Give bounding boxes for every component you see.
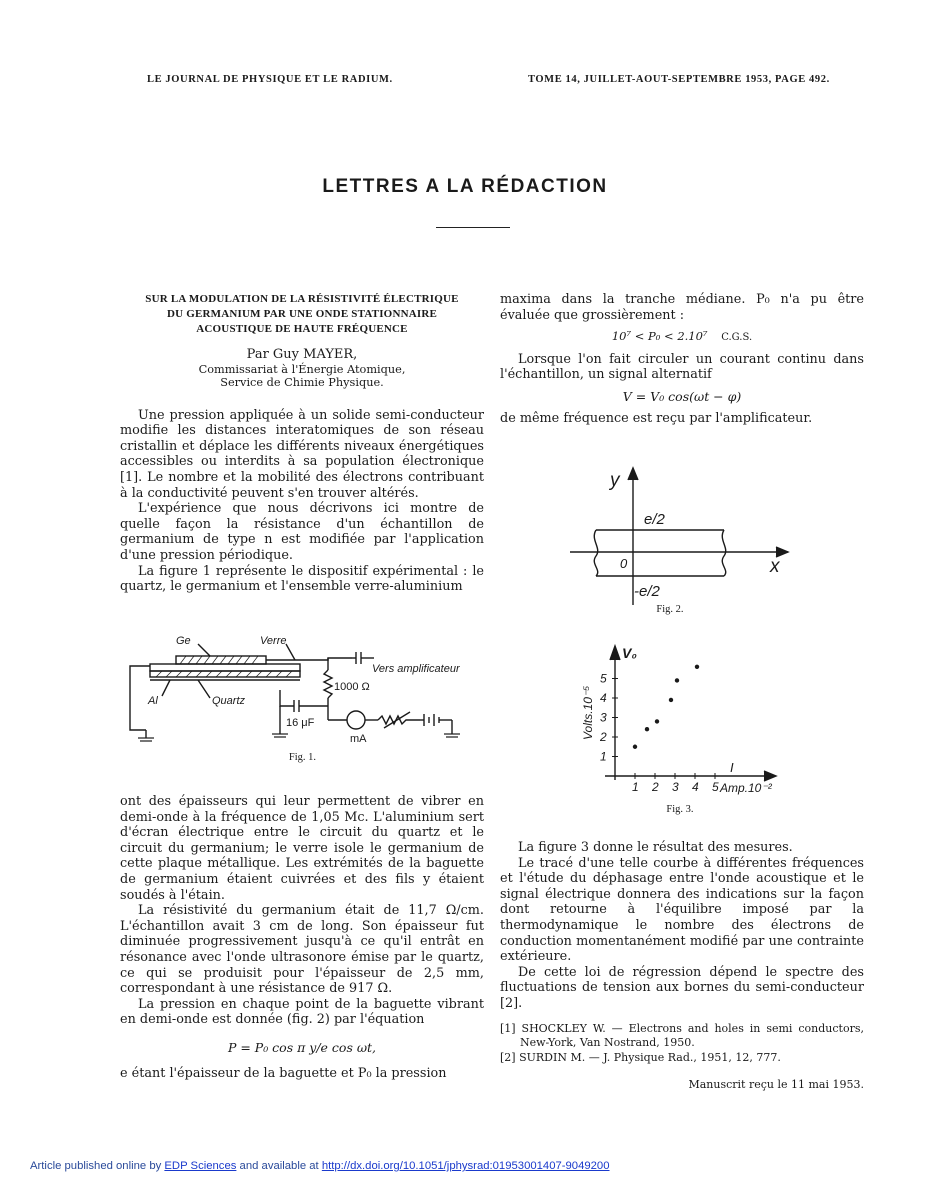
footer-middle: and available at	[239, 1160, 319, 1172]
fig1-label-ge: Ge	[176, 635, 191, 647]
article-title	[120, 292, 484, 337]
paragraph: de même fréquence est reçu par l'amplificateur.	[500, 410, 813, 426]
figure-1-caption: Fig. 1.	[288, 752, 317, 763]
paragraph: e étant l'épaisseur de la baguette et P₀ la pression	[120, 1065, 447, 1081]
fig3-x-tick-label: 3	[672, 780, 679, 794]
section-title: LETTRES A LA RÉDACTION	[322, 176, 608, 197]
paragraph: ont des épaisseurs qui leur permettent de vibrer en demi-onde à la fréquence de 1,05 Mc. L'aluminium sert d'écran électrique entre le circuit du quartz et le circuit du germanium; le verre isole le germanium de cette plaque métallique. Les extrémités de la baguette de germanium étaient cuivrées et des fils y étaient soudés à l'étain.	[120, 794, 484, 903]
fig1-label-capacitor: 16 μF	[286, 717, 315, 729]
fig3-x-tick-label: 2	[652, 780, 659, 794]
fig2-label-origin: 0	[620, 556, 628, 571]
fig3-x-tick-label: 5	[712, 780, 719, 794]
running-head-journal: LE JOURNAL DE PHYSIQUE ET LE RADIUM.	[147, 74, 393, 85]
right-column-top	[500, 292, 864, 426]
formula-range-unit: C.G.S.	[721, 332, 753, 344]
fig3-y-tick-label: 4	[600, 691, 607, 705]
fig2-label-y: y	[610, 470, 620, 491]
fig1-label-resistor: 1000 Ω	[334, 681, 370, 693]
references	[500, 1022, 864, 1065]
fig3-data-point	[675, 678, 679, 682]
fig1-label-vers-amplificateur: Vers amplificateur	[372, 663, 460, 675]
formula-range-expression: 10⁷ < P₀ < 2.10⁷	[611, 329, 708, 344]
article-title-line: SUR LA MODULATION DE LA RÉSISTIVITÉ ÉLECTRIQUE	[145, 293, 459, 305]
paragraph: La figure 3 donne le résultat des mesures.	[518, 840, 793, 855]
fig1-label-al: Al	[148, 695, 158, 707]
formula-signal: V = V₀ cos(ωt − φ)	[622, 388, 742, 404]
fig2-label-x: x	[770, 556, 780, 577]
fig2-label-top: e/2	[644, 511, 665, 528]
paragraph: L'expérience que nous décrivons ici montre de quelle façon la résistance d'un échantillon de germanium de type n est modifiée par l'application d'une pression périodique.	[120, 501, 484, 563]
paragraph: De cette loi de régression dépend le spectre des fluctuations de tension aux bornes du semi-conducteur [2].	[500, 964, 864, 1011]
reference-item: [2] SURDIN M. — J. Physique Rad., 1951, 12, 777.	[500, 1050, 781, 1064]
fig3-x-tick-label: 1	[632, 780, 639, 794]
fig3-x-label: Amp.10⁻²	[720, 781, 772, 795]
fig3-y-arrow	[610, 646, 620, 660]
fig3-y-tick-label: 3	[600, 710, 607, 725]
left-column-bottom	[120, 794, 484, 1081]
fig3-y-tick-label: 5	[600, 671, 607, 686]
paragraph: Le tracé d'une telle courbe à différentes fréquences et l'étude du déphasage entre l'onde acoustique et le signal électrique donnera des indications sur la façon dont retourne à l'équilibre imposé par la thermodynamique le nombre des électrons de conduction momentanément modifié par une contrainte extérieure.	[500, 855, 864, 965]
footer	[30, 1160, 930, 1172]
doi-link[interactable]: http://dx.doi.org/10.1051/jphysrad:01953001407-9049200	[321, 1160, 610, 1172]
manuscript-received: Manuscrit reçu le 11 mai 1953.	[688, 1077, 864, 1091]
byline: Par Guy MAYER,	[246, 347, 358, 362]
fig3-data-point	[633, 745, 637, 749]
fig3-data-point	[645, 727, 649, 731]
fig3-data-point	[655, 719, 659, 723]
figure-2-diagram	[560, 460, 800, 610]
publisher-link[interactable]: EDP Sciences	[164, 1160, 237, 1172]
fig3-y-tick-label: 2	[600, 730, 607, 744]
fig3-data-point	[669, 698, 673, 702]
running-head-issue: TOME 14, JUILLET-AOUT-SEPTEMBRE 1953, PAGE 492.	[528, 74, 830, 85]
fig3-y-label: Volts.10⁻⁵	[581, 685, 595, 740]
paragraph: Une pression appliquée à un solide semi-conducteur modifie les distances interatomiques de son réseau cristallin et déplace les différents niveaux énergétiques accessibles ou interdits à sa population électronique [1]. Le nombre et la mobilité des électrons contribuant à la conductivité peuvent s'en trouver altérés.	[120, 407, 484, 501]
paragraph: maxima dans la tranche médiane. P₀ n'a pu être évaluée que grossièrement :	[500, 292, 864, 323]
fig3-x-arrow	[764, 771, 776, 781]
fig3-x-symbol: I	[730, 760, 734, 775]
fig3-y-symbol: V₀	[622, 645, 637, 661]
fig1-label-ma: mA	[350, 733, 367, 745]
figure-3-caption: Fig. 3.	[666, 804, 694, 815]
left-column-top	[120, 292, 484, 595]
paragraph: Lorsque l'on fait circuler un courant continu dans l'échantillon, un signal alternatif	[500, 351, 864, 383]
figure-3-chart	[570, 640, 790, 800]
affiliation-line: Commissariat à l'Énergie Atomique,	[198, 362, 406, 376]
footer-prefix: Article published online by	[30, 1160, 162, 1172]
fig2-label-bottom: -e/2	[634, 583, 660, 600]
paragraph: La figure 1 représente le dispositif expérimental : le quartz, le germanium et l'ensemble verre-aluminium	[120, 563, 484, 595]
fig1-label-quartz: Quartz	[212, 695, 246, 707]
fig3-y-tick-label: 1	[600, 749, 607, 764]
title-rule	[436, 227, 510, 228]
paragraph: La résistivité du germanium était de 11,7 Ω/cm. L'échantillon avait 3 cm de long. Son épaisseur fut diminuée progressivement jusqu'à ce qu'il entrât en résonance avec l'onde ultrasonore émise par le quartz, ce qui se produisit pour l'épaisseur de 2,5 mm, correspondant à une résistance de 917 Ω.	[120, 903, 484, 997]
paragraph: La pression en chaque point de la baguette vibrant en demi-onde est donnée (fig. 2) par l'équation	[120, 996, 484, 1028]
fig3-x-tick-label: 4	[692, 780, 699, 794]
right-column-bottom	[500, 840, 864, 1092]
formula-range	[500, 329, 864, 346]
fig1-label-verre: Verre	[260, 635, 287, 647]
formula-pressure: P = P₀ cos π y/e cos ωt,	[227, 1039, 377, 1055]
reference-item: [1] SHOCKLEY W. — Electrons and holes in semi conductors, New-York, Van Nostrand, 1950.	[500, 1021, 864, 1049]
affiliation-line: Service de Chimie Physique.	[220, 376, 384, 390]
article-title-line: ACOUSTIQUE DE HAUTE FRÉQUENCE	[196, 323, 408, 335]
fig3-data-point	[695, 665, 699, 669]
article-title-line: DU GERMANIUM PAR UNE ONDE STATIONNAIRE	[166, 308, 438, 320]
figure-2-caption: Fig. 2.	[656, 604, 684, 615]
